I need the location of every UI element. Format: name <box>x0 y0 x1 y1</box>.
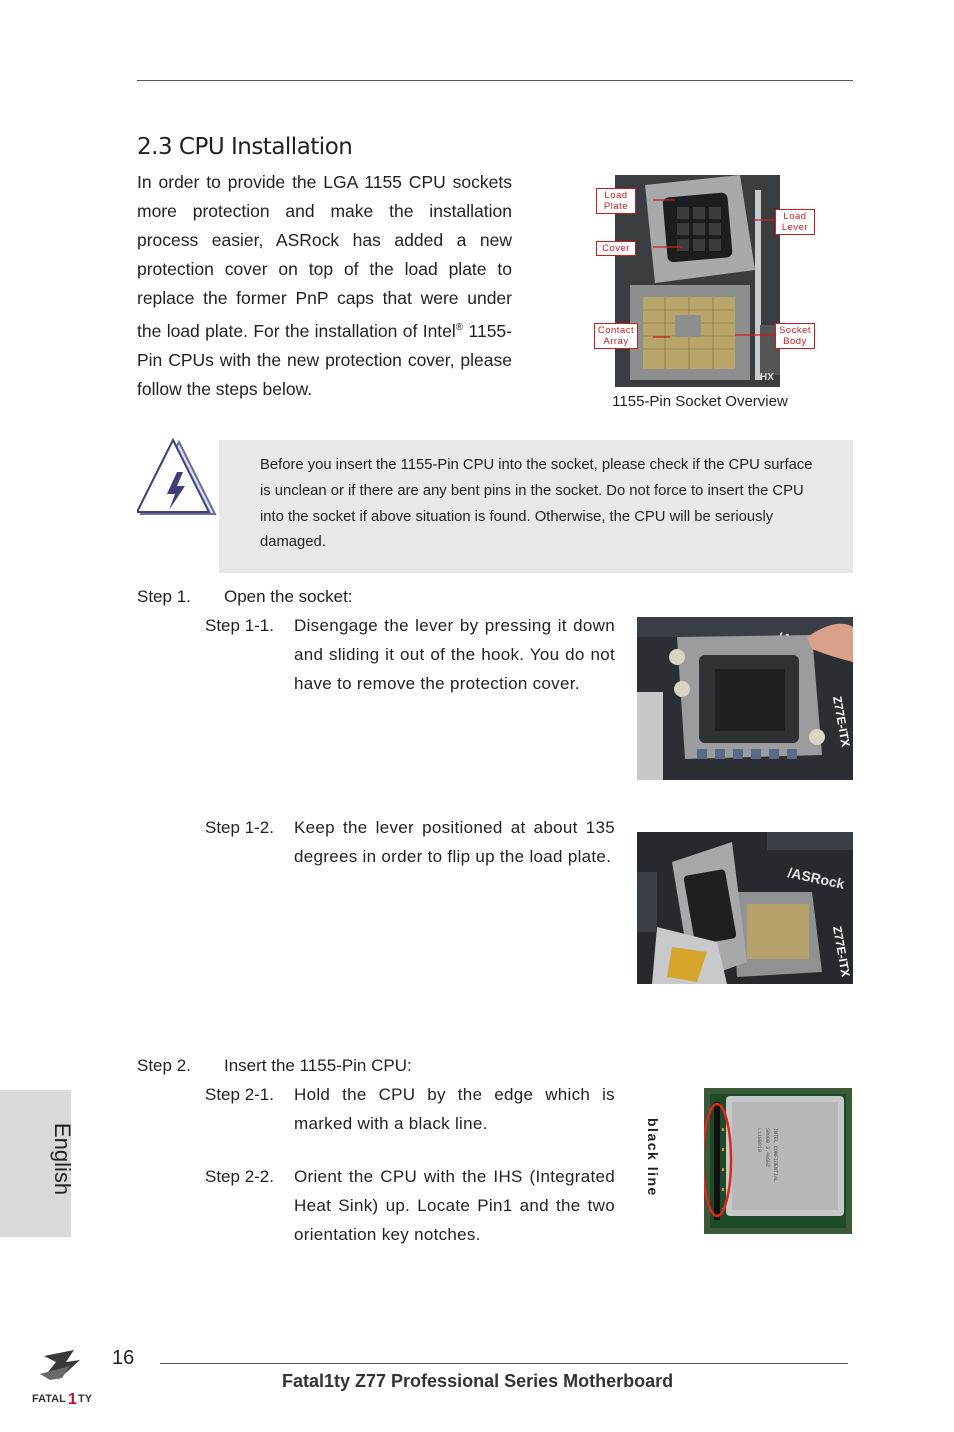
warning-text: Before you insert the 1155-Pin CPU into the socket, please check if the CPU surface is unclean or if there are any bent pins in the socket. Do not force to insert the CPU into the socket if above situation is found. Otherwise, the CPU will be seriously damaged. <box>260 457 813 551</box>
header-rule <box>137 80 853 81</box>
step-1-1-number: Step 1-1. <box>205 616 274 635</box>
black-line-label: black line <box>645 1118 661 1197</box>
step-1-1-photo <box>637 617 853 780</box>
svg-text:1: 1 <box>68 1391 77 1408</box>
step-2-2-text: Orient the CPU with the IHS (Integrated Heat Sink) up. Locate Pin1 and the two orientation key notches. <box>294 1167 615 1244</box>
step-2-1-number: Step 2-1. <box>205 1085 274 1104</box>
step-1-2-photo <box>637 832 853 984</box>
page-number: 16 <box>112 1347 135 1369</box>
step-1-title: Open the socket: <box>224 587 353 606</box>
footer-rule <box>160 1363 848 1364</box>
svg-text:HX: HX <box>760 372 774 383</box>
svg-text:TY: TY <box>78 1393 93 1405</box>
language-tab-label: English <box>50 1122 75 1196</box>
step-2-1-text: Hold the CPU by the edge which is marked with a black line. <box>294 1085 615 1133</box>
step-2-title: Insert the 1155-Pin CPU: <box>224 1056 412 1075</box>
intro-paragraph: In order to provide the LGA 1155 CPU sockets more protection and make the installation process easier, ASRock has added a new protection cover on top of the load plate to replace the former PnP caps that were under the load plate. For the installation of Intel® 1155-Pin CPUs with the new protection cover, please follow the steps below. <box>137 172 512 399</box>
step-2-number: Step 2. <box>137 1056 191 1075</box>
svg-text:Z77E-ITX: Z77E-ITX <box>830 695 853 749</box>
step-2-2-number: Step 2-2. <box>205 1167 274 1186</box>
svg-text:FATAL: FATAL <box>32 1393 66 1405</box>
language-tab <box>0 1090 75 1237</box>
callout-socket-body: Socket Body <box>775 323 815 349</box>
step-1-number: Step 1. <box>137 587 191 606</box>
figure-caption: 1155-Pin Socket Overview <box>612 393 788 410</box>
callout-load-plate: Load Plate <box>596 188 636 214</box>
fatal1ty-logo <box>30 1350 105 1410</box>
svg-text:/ASRock: /ASRock <box>786 864 847 892</box>
section-title: 2.3 CPU Installation <box>137 134 353 160</box>
callout-cover: Cover <box>596 241 636 256</box>
step-1-2-number: Step 1-2. <box>205 818 274 837</box>
svg-text:Z77E-ITX: Z77E-ITX <box>830 925 853 979</box>
cpu-photo <box>704 1088 852 1234</box>
warning-icon <box>137 436 219 520</box>
socket-overview-photo <box>615 175 780 387</box>
callout-contact-array: Contact Array <box>594 323 638 349</box>
step-1-1-text: Disengage the lever by pressing it down and sliding it out of the hook. You do not have to remove the protection cover. <box>294 616 615 693</box>
svg-text:INTEL CONFIDENTIAL: INTEL CONFIDENTIAL <box>772 1128 778 1183</box>
callout-load-lever: Load Lever <box>775 209 815 235</box>
svg-text:L110B010: L110B010 <box>756 1128 762 1153</box>
svg-text:SR00B 3.40GHZ: SR00B 3.40GHZ <box>764 1128 770 1168</box>
step-1-2-text: Keep the lever positioned at about 135 degrees in order to flip up the load plate. <box>294 818 615 866</box>
footer-title: Fatal1ty Z77 Professional Series Motherboard <box>282 1371 674 1391</box>
